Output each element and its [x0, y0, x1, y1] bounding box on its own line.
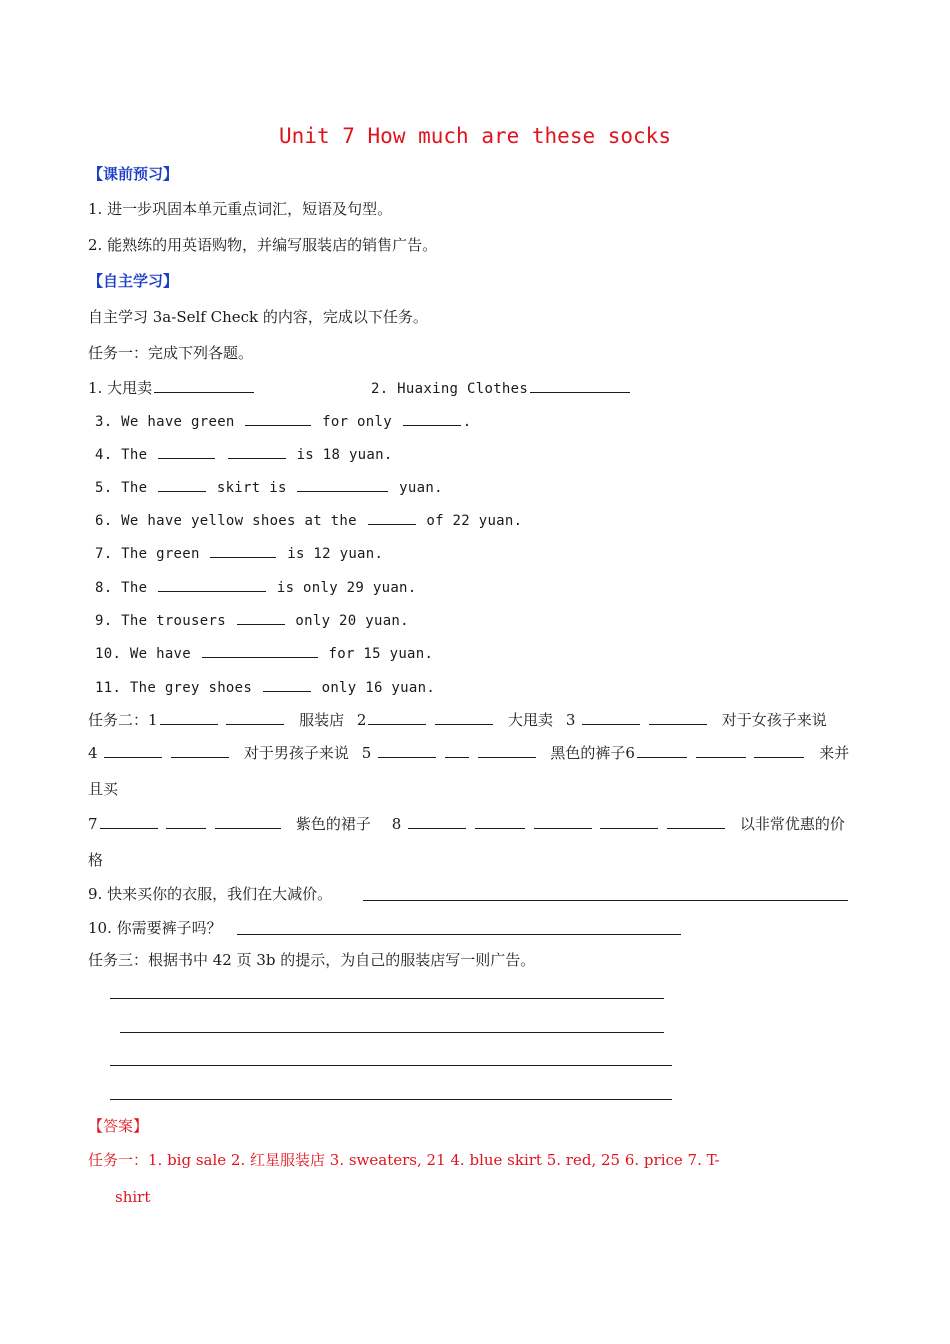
preview-item-2: 2. 能熟练的用英语购物，并编写服装店的销售广告。 — [88, 236, 438, 254]
question-text: 大甩卖 — [508, 711, 554, 729]
page-title: Unit 7 How much are these socks — [279, 124, 671, 148]
task1-q6 — [95, 509, 522, 531]
task1-q4 — [95, 443, 393, 465]
task2-q10 — [88, 918, 222, 938]
preview-item-1: 1. 进一步巩固本单元重点词汇，短语及句型。 — [88, 200, 393, 218]
task1-q3 — [95, 410, 471, 432]
task1-q2 — [371, 377, 632, 399]
question-text: 以非常优惠的价 — [739, 815, 845, 833]
task2-label: 任务二：1 — [88, 711, 158, 729]
question-text: 6. We have yellow shoes at the — [95, 513, 357, 529]
question-number: 8 — [391, 815, 402, 833]
answer-blank[interactable] — [378, 742, 436, 758]
answers-line-1: 任务一：1. big sale 2. 红星服装店 3. sweaters, 21 4. blue skirt 5. red, 25 6. price 7. T- — [88, 1151, 720, 1169]
answer-blank[interactable] — [158, 443, 215, 459]
question-text: 3. We have green — [95, 414, 235, 430]
task2-line-1 — [88, 709, 827, 730]
answer-blank[interactable] — [160, 709, 218, 725]
answer-line[interactable] — [237, 934, 681, 935]
answer-blank[interactable] — [667, 813, 725, 829]
question-text: only 16 yuan. — [321, 680, 436, 696]
task1-q9 — [95, 609, 409, 631]
answer-blank[interactable] — [403, 410, 461, 426]
question-text: 10. 你需要裤子吗？ — [88, 919, 222, 937]
question-number: 7 — [88, 815, 98, 833]
answer-blank[interactable] — [368, 509, 416, 525]
task1-q11 — [95, 676, 435, 698]
question-text: 4. The — [95, 447, 148, 463]
answer-blank[interactable] — [297, 476, 388, 492]
answer-blank[interactable] — [600, 813, 658, 829]
question-text: 服装店 — [299, 711, 345, 729]
question-text: 紫色的裙子 — [295, 815, 371, 833]
question-text: 对于女孩子来说 — [721, 711, 827, 729]
answer-blank[interactable] — [696, 742, 746, 758]
answer-blank[interactable] — [435, 709, 493, 725]
answer-blank[interactable] — [534, 813, 592, 829]
question-text: 对于男孩子来说 — [243, 744, 349, 762]
writing-line[interactable] — [110, 1099, 672, 1100]
task2-line-3-cont: 格 — [88, 851, 104, 869]
question-text: for only — [322, 414, 392, 430]
answer-blank[interactable] — [637, 742, 687, 758]
question-text: yuan. — [399, 480, 443, 496]
writing-line[interactable] — [110, 998, 664, 999]
self-study-heading: 【自主学习】 — [88, 272, 179, 290]
task3-title: 任务三：根据书中 42 页 3b 的提示，为自己的服装店写一则广告。 — [88, 951, 536, 969]
task2-line-2-cont: 且买 — [88, 780, 119, 798]
answer-blank[interactable] — [368, 709, 426, 725]
question-text: 9. The trousers — [95, 613, 226, 629]
task2-line-2 — [88, 742, 849, 763]
task1-title: 任务一：完成下列各题。 — [88, 344, 254, 362]
question-text: 7. The green — [95, 546, 200, 562]
task1-q10 — [95, 642, 433, 664]
question-text: 5. The — [95, 480, 148, 496]
answer-blank[interactable] — [445, 742, 469, 758]
answer-blank[interactable] — [475, 813, 525, 829]
question-text: skirt is — [216, 480, 287, 496]
question-text: is only 29 yuan. — [276, 580, 417, 596]
question-text: . — [462, 414, 472, 430]
answer-blank[interactable] — [158, 476, 206, 492]
task1-q7 — [95, 542, 383, 564]
answer-line[interactable] — [363, 900, 848, 901]
question-number: 4 — [88, 744, 98, 762]
answer-blank[interactable] — [202, 642, 318, 658]
writing-line[interactable] — [120, 1032, 664, 1033]
answers-line-2: shirt — [115, 1188, 151, 1206]
answer-blank[interactable] — [171, 742, 229, 758]
question-text: is 18 yuan. — [296, 447, 393, 463]
question-number: 2 — [356, 711, 367, 729]
task1-q1 — [88, 377, 256, 398]
question-text: of 22 yuan. — [426, 513, 523, 529]
question-text: for 15 yuan. — [328, 646, 434, 662]
question-number: 6 — [625, 744, 635, 762]
answer-blank[interactable] — [226, 709, 284, 725]
self-study-intro: 自主学习 3a-Self Check 的内容，完成以下任务。 — [88, 308, 428, 326]
question-text: is 12 yuan. — [287, 546, 384, 562]
question-text: only 20 yuan. — [295, 613, 409, 629]
answer-blank[interactable] — [263, 676, 311, 692]
answers-heading: 【答案】 — [88, 1117, 149, 1135]
answer-blank[interactable] — [408, 813, 466, 829]
question-text: 2. Huaxing Clothes — [371, 381, 529, 397]
answer-blank[interactable] — [210, 542, 276, 558]
task1-q5 — [95, 476, 443, 498]
answer-blank[interactable] — [215, 813, 281, 829]
answer-blank[interactable] — [754, 742, 804, 758]
answer-blank[interactable] — [100, 813, 158, 829]
question-number: 3 — [565, 711, 576, 729]
question-text: 黑色的裤子 — [550, 744, 626, 762]
answer-blank[interactable] — [245, 410, 311, 426]
question-text: 10. We have — [95, 646, 192, 662]
question-text: 1. 大甩卖 — [88, 379, 153, 397]
answer-blank[interactable] — [166, 813, 206, 829]
answer-blank[interactable] — [237, 609, 285, 625]
answer-blank[interactable] — [478, 742, 536, 758]
question-text: 8. The — [95, 580, 148, 596]
answer-blank[interactable] — [228, 443, 286, 459]
task2-q9 — [88, 884, 332, 904]
question-text: 9. 快来买你的衣服，我们在大减价。 — [88, 885, 333, 903]
task2-line-3 — [88, 813, 845, 834]
question-text: 来并 — [819, 744, 850, 762]
answer-blank[interactable] — [530, 377, 630, 393]
answer-blank[interactable] — [158, 576, 266, 592]
writing-line[interactable] — [110, 1065, 672, 1066]
answer-blank[interactable] — [582, 709, 640, 725]
question-number: 5 — [361, 744, 372, 762]
answer-blank[interactable] — [154, 377, 254, 393]
task1-q8 — [95, 576, 417, 598]
answer-blank[interactable] — [104, 742, 162, 758]
question-text: 11. The grey shoes — [95, 680, 253, 696]
answer-blank[interactable] — [649, 709, 707, 725]
preview-heading: 【课前预习】 — [88, 165, 179, 183]
